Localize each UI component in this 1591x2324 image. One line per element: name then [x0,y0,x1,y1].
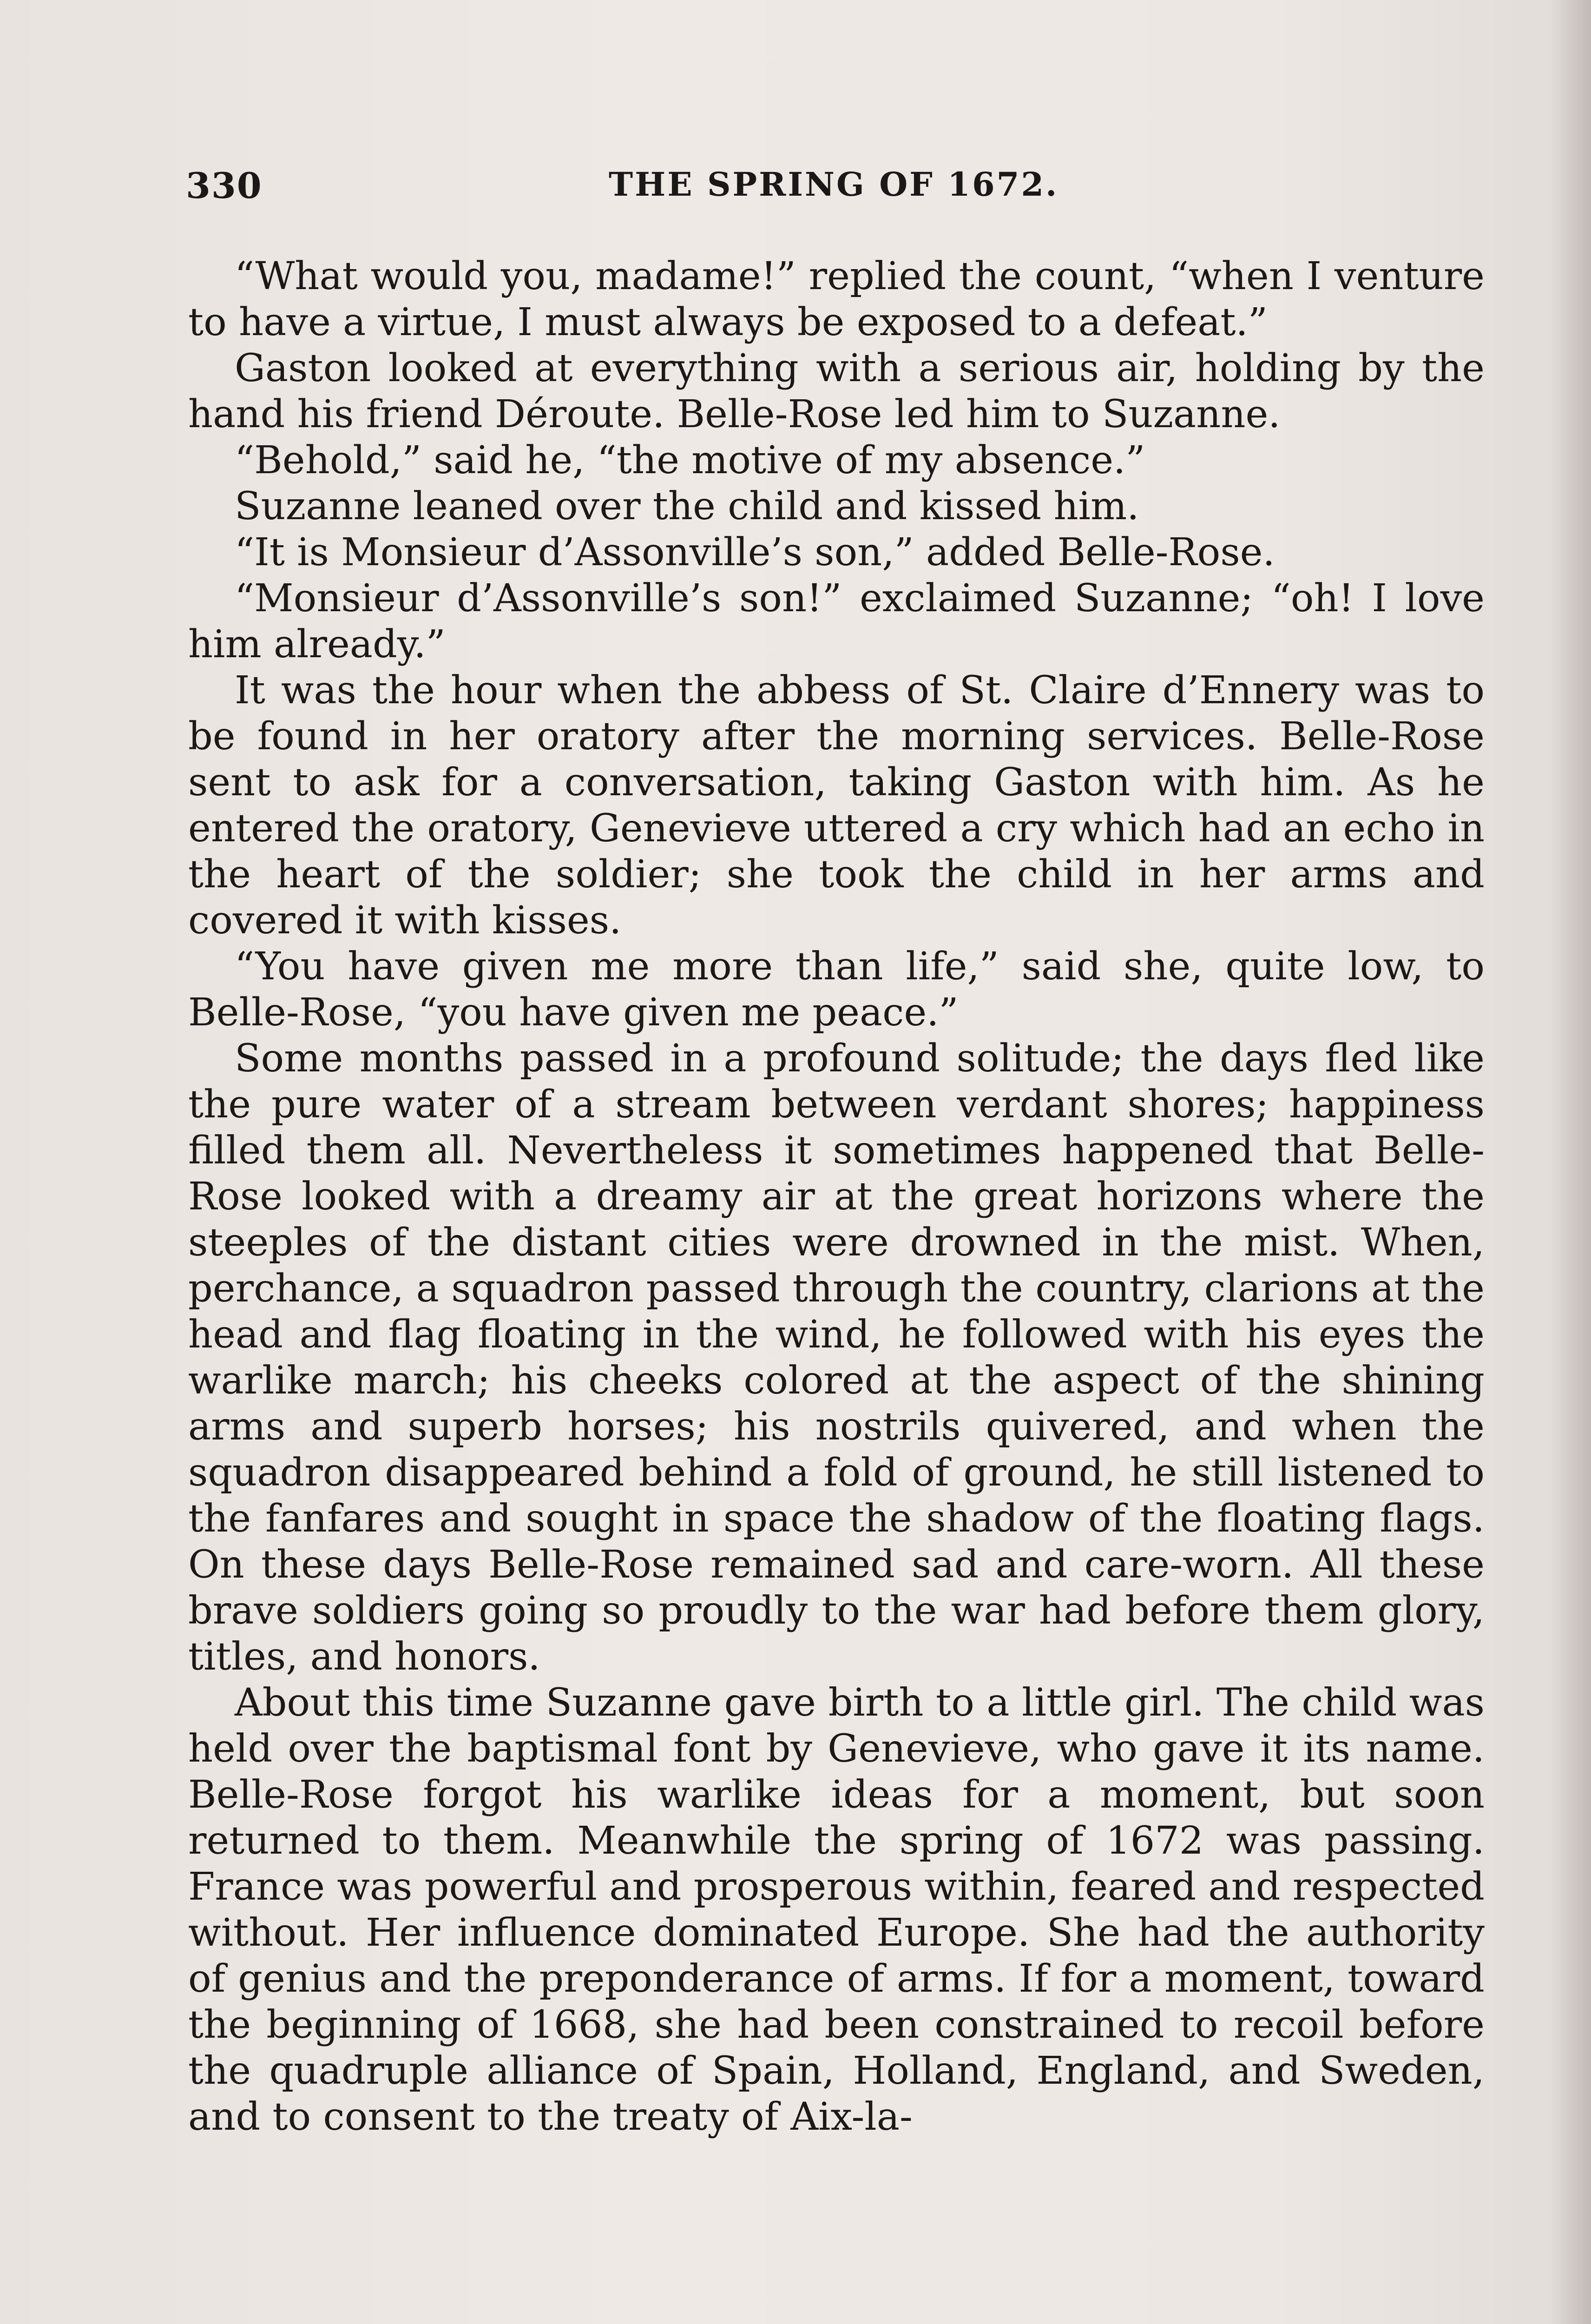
paragraph: “What would you, madame!” replied the count, “when I venture to have a virtue, I must always be exposed to a defeat.” [188,254,1485,344]
paragraph: It was the hour when the abbess of St. Claire d’Ennery was to be found in her oratory after the morning services. Belle-Rose sent to ask for a conversation, taking Gaston with him. As he entered the oratory, Genevieve uttered a cry which had an echo in the heart of the soldier; she took the child in her arms and covered it with kisses. [188,668,1485,943]
body-text [188,253,1485,2140]
paragraph: About this time Suzanne gave birth to a little girl. The child was held over the baptismal font by Genevieve, who gave it its name. Belle-Rose forgot his warlike ideas for a moment, but soon returned to them. Meanwhile the spring of 1672 was passing. France was powerful and prosperous within, feared and respected without. Her influence dominated Europe. She had the authority of genius and the preponderance of arms. If for a moment, toward the beginning of 1668, she had been constrained to recoil before the quadruple alliance of Spain, Holland, England, and Sweden, and to consent to the treaty of Aix-la- [188,1680,1485,2139]
page-edge-shadow [1549,0,1591,2324]
paragraph: Some months passed in a profound solitude; the days fled like the pure water of a stream between verdant shores; happiness filled them all. Nevertheless it sometimes happened that Belle-Rose looked with a dreamy air at the great horizons where the steeples of the distant cities were drowned in the mist. When, perchance, a squadron passed through the country, clarions at the head and flag floating in the wind, he followed with his eyes the warlike march; his cheeks colored at the aspect of the shining arms and superb horses; his nostrils quivered, and when the squadron disappeared behind a fold of ground, he still listened to the fanfares and sought in space the shadow of the floating flags. On these days Belle-Rose remained sad and care-worn. All these brave soldiers going so proudly to the war had before them glory, titles, and honors. [188,1036,1485,1679]
page-number: 330 [186,165,263,206]
paragraph: Suzanne leaned over the child and kissed him. [235,484,1139,528]
paragraph: Gaston looked at everything with a serious air, holding by the hand his friend Déroute. Belle-Rose led him to Suzanne. [188,346,1485,436]
paragraph: “You have given me more than life,” said she, quite low, to Belle-Rose, “you have given me peace.” [188,944,1485,1035]
paragraph: “It is Monsieur d’Assonville’s son,” added Belle-Rose. [235,530,1275,574]
running-header [186,165,1482,221]
paragraph: “Monsieur d’Assonville’s son!” exclaimed Suzanne; “oh! I love him already.” [188,576,1485,667]
running-title: THE SPRING OF 1672. [609,165,1059,204]
paragraph: “Behold,” said he, “the motive of my absence.” [235,438,1145,482]
